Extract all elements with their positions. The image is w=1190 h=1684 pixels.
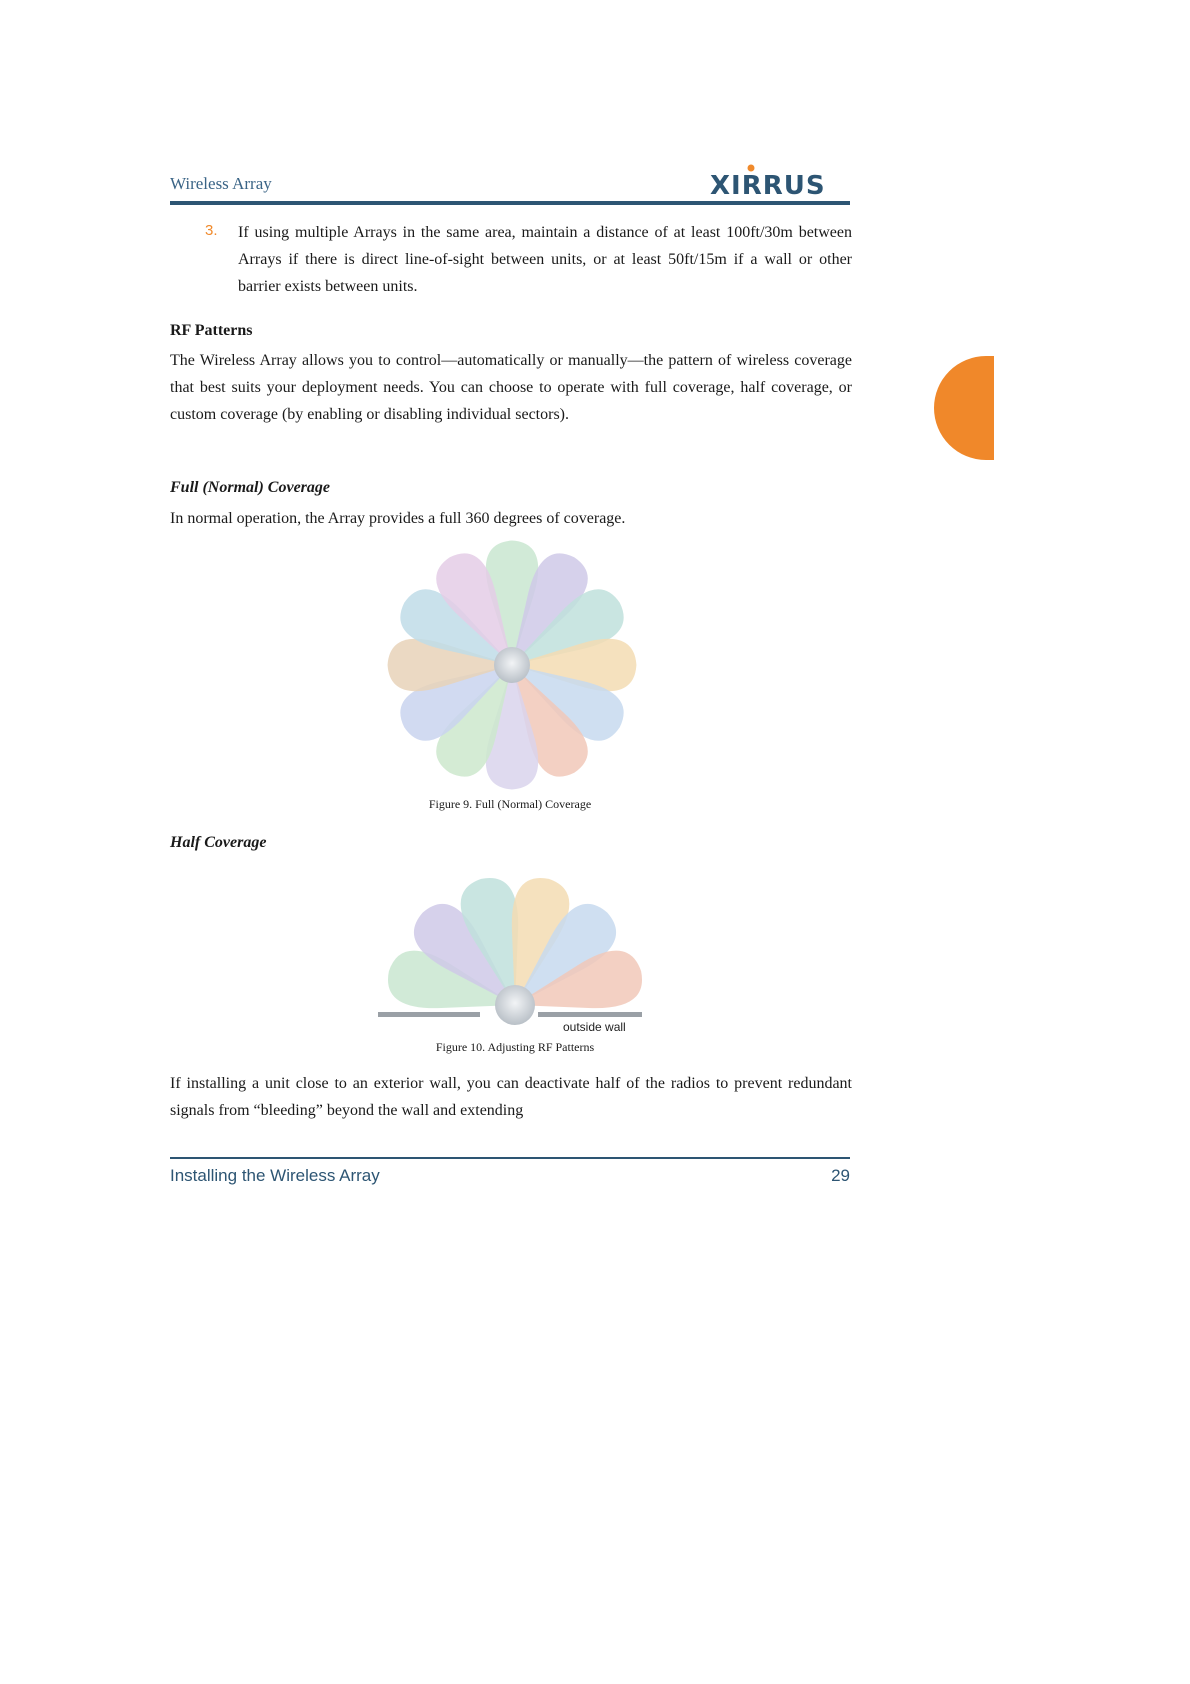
page-number: 29 xyxy=(831,1166,850,1185)
running-header-title: Wireless Array xyxy=(170,174,272,193)
half-coverage-figure xyxy=(370,870,660,1030)
svg-text:XIRRUS: XIRRUS xyxy=(710,171,826,198)
array-hub xyxy=(494,647,530,683)
footer-chapter-title: Installing the Wireless Array xyxy=(170,1166,380,1185)
footer-rule xyxy=(170,1157,850,1159)
list-item-text: If using multiple Arrays in the same area, maintain a distance of at least 100ft/30m between Arrays if there is direct line-of-sight between units, or at least 50ft/15m if a wall or other barrier exists between units. xyxy=(238,224,852,295)
full-coverage-figure xyxy=(382,535,642,795)
header-rule xyxy=(170,201,850,205)
list-number: 3. xyxy=(205,222,218,239)
outside-wall-right xyxy=(538,1012,642,1017)
chapter-edge-tab xyxy=(934,356,994,460)
array-hub xyxy=(495,985,535,1025)
rf-patterns-paragraph: The Wireless Array allows you to control—automatically or manually—the pattern of wireless coverage that best suits your deployment needs. You can choose to operate with full coverage, half coverage, or custom coverage (by enabling or disabling individual sectors). xyxy=(170,352,852,423)
closing-paragraph: If installing a unit close to an exterior wall, you can deactivate half of the radios to prevent redundant signals from “bleeding” beyond the wall and extending xyxy=(170,1075,852,1119)
subheading-half-coverage: Half Coverage xyxy=(170,834,267,851)
figure-10-caption: Figure 10. Adjusting RF Patterns xyxy=(435,1040,595,1054)
section-heading-rf-patterns: RF Patterns xyxy=(170,322,253,339)
outside-wall-label: outside wall xyxy=(563,1020,626,1034)
outside-wall-left xyxy=(378,1012,480,1017)
figure-9-caption: Figure 9. Full (Normal) Coverage xyxy=(428,797,592,811)
xirrus-logo xyxy=(708,164,848,198)
full-coverage-paragraph: In normal operation, the Array provides a full 360 degrees of coverage. xyxy=(170,510,626,527)
subheading-full-coverage: Full (Normal) Coverage xyxy=(170,479,330,496)
